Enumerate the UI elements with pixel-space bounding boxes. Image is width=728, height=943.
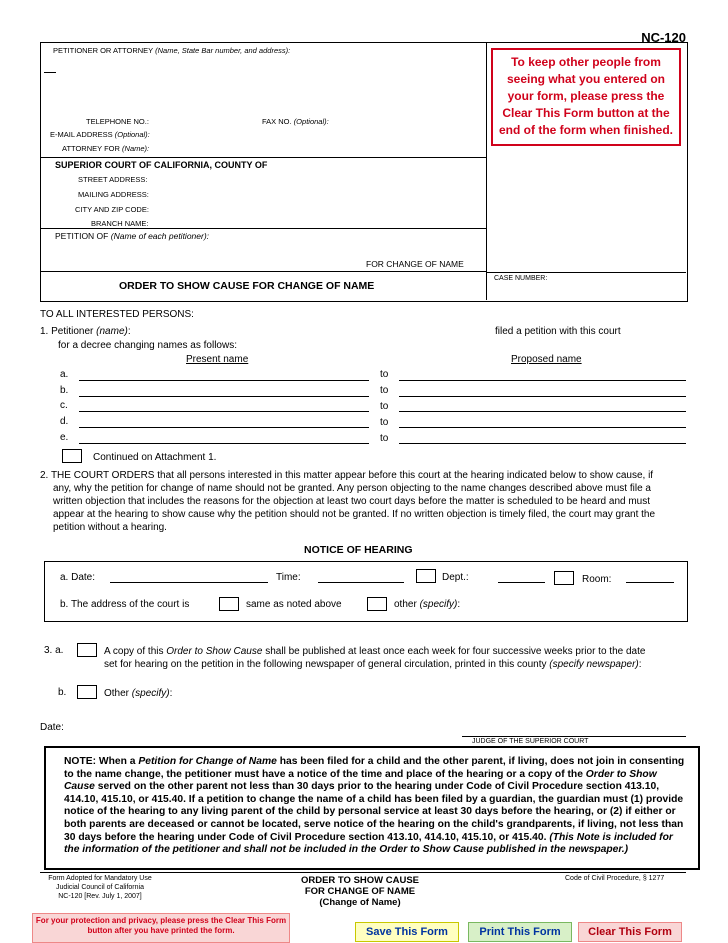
other-address-checkbox[interactable] <box>367 597 387 611</box>
present-name-field[interactable] <box>79 443 369 444</box>
petition-of-label: PETITION OF (Name of each petitioner): <box>55 231 210 241</box>
city-label: CITY AND ZIP CODE: <box>75 205 149 214</box>
fax-label: FAX NO. (Optional): <box>262 117 329 126</box>
date-field[interactable] <box>110 582 268 583</box>
mailing-label: MAILING ADDRESS: <box>78 190 149 199</box>
email-label: E-MAIL ADDRESS (Optional): <box>50 130 150 139</box>
item3a-text: A copy of this Order to Show Cause shall be published at least once each week for four successive weeks prior to the date set for hearing on the petition in the following newspaper of general circulation, printed in this county (specify newspaper): <box>104 646 646 670</box>
same-as-label: same as noted above <box>246 599 342 610</box>
row-letter: c. <box>60 400 68 411</box>
for-change-label: FOR CHANGE OF NAME <box>366 259 464 269</box>
item1-decree: for a decree changing names as follows: <box>58 340 237 351</box>
print-form-button[interactable]: Print This Form <box>468 922 572 942</box>
case-number-label: CASE NUMBER: <box>494 275 548 282</box>
proposed-name-field[interactable] <box>399 396 686 397</box>
privacy-notice: To keep other people from seeing what you entered on your form, please press the Clear This Form button at the end of the form when finished. <box>491 48 681 146</box>
court-label: SUPERIOR COURT OF CALIFORNIA, COUNTY OF <box>55 160 268 170</box>
row-letter: d. <box>60 416 69 427</box>
row-letter: e. <box>60 432 69 443</box>
present-name-field[interactable] <box>79 380 369 381</box>
petitioner-label: PETITIONER OR ATTORNEY (Name, State Bar number, and address): <box>53 46 291 55</box>
room-checkbox[interactable] <box>554 571 574 585</box>
present-name-field[interactable] <box>79 427 369 428</box>
dept-label: Dept.: <box>442 572 469 583</box>
to-all-label: TO ALL INTERESTED PERSONS: <box>40 309 194 320</box>
date-line-label: Date: <box>40 722 64 733</box>
branch-label: BRANCH NAME: <box>91 219 149 228</box>
dept-checkbox[interactable] <box>416 569 436 583</box>
to-word: to <box>380 417 389 428</box>
item3a-checkbox[interactable] <box>77 643 97 657</box>
time-field[interactable] <box>318 582 404 583</box>
item3b-text: Other (specify): <box>104 688 173 699</box>
proposed-name-header: Proposed name <box>511 354 582 365</box>
item2-text: 2. THE COURT ORDERS that all persons interested in this matter appear before this court at the hearing indicated below to show cause, if any, why the petition for change of name should not be granted. Any person objecting to the name changes described above must file a written objection that includes the reasons for the objection at least two court days before the matter is scheduled to be heard and must appear at the hearing to show cause why the petition should not be granted. If no written objection is timely filed, the court may grant the petition without a hearing. <box>40 470 656 533</box>
adopted-notice: Form Adopted for Mandatory Use Judicial Council of California NC-120 [Rev. July 1, 2007] <box>48 875 152 900</box>
item1-filed: filed a petition with this court <box>495 326 621 337</box>
other-address-label: other (specify): <box>394 599 461 610</box>
continued-label: Continued on Attachment 1. <box>93 452 217 463</box>
row-letter: b. <box>60 385 69 396</box>
present-name-header: Present name <box>186 354 249 365</box>
item3b-checkbox[interactable] <box>77 685 97 699</box>
street-label: STREET ADDRESS: <box>78 175 148 184</box>
privacy-bottom-notice: For your protection and privacy, please press the Clear This Form button after you have printed the form. <box>32 913 290 943</box>
clear-form-button[interactable]: Clear This Form <box>578 922 682 942</box>
proposed-name-field[interactable] <box>399 427 686 428</box>
attorney-for-label: ATTORNEY FOR (Name): <box>62 144 150 153</box>
to-word: to <box>380 433 389 444</box>
to-word: to <box>380 401 389 412</box>
save-form-button[interactable]: Save This Form <box>355 922 459 942</box>
item1-label: 1. Petitioner (name): <box>40 326 131 337</box>
code-citation: Code of Civil Procedure, § 1277 <box>565 875 665 882</box>
present-name-field[interactable] <box>79 411 369 412</box>
judge-label: JUDGE OF THE SUPERIOR COURT <box>472 738 589 745</box>
dept-field[interactable] <box>498 582 545 583</box>
telephone-label: TELEPHONE NO.: <box>86 117 149 126</box>
page-title: ORDER TO SHOW CAUSE FOR CHANGE OF NAME <box>119 280 375 292</box>
same-as-checkbox[interactable] <box>219 597 239 611</box>
room-label: Room: <box>582 574 612 585</box>
item3a-label: 3. a. <box>44 645 64 656</box>
date-label: a. Date: <box>60 572 96 583</box>
to-word: to <box>380 385 389 396</box>
to-word: to <box>380 369 389 380</box>
item3b-label: b. <box>58 687 67 698</box>
proposed-name-field[interactable] <box>399 380 686 381</box>
notice-heading: NOTICE OF HEARING <box>304 544 413 556</box>
notice-box <box>44 561 688 622</box>
row-letter: a. <box>60 369 69 380</box>
note-box: NOTE: When a Petition for Change of Name has been filed for a child and the other parent, if living, does not join in consenting to the name change, the petitioner must have a notice of the time and place of the hearing or a copy of the Order to Show Cause served on the other parent not less than 30 days prior to the hearing under Code of Civil Procedure section 413.10, 414.10, 415.10, or 415.40. If a petition to change the name of a child has been filed by a guardian, the guardian must (1) provide notice of the hearing to any living parent of the child by personal service at least 30 days before the hearing, or (2) if either or both parents are deceased or cannot be located, serve notice of the hearing on the child's grandparents, if living, not less than 30 days before the hearing under Code of Civil Procedure section 413.10, 414.10, 415.10, or 415.40. (This Note is included for the information of the petitioner and shall not be included in the Order to Show Cause published in the newspaper.) <box>44 746 700 870</box>
proposed-name-field[interactable] <box>399 411 686 412</box>
time-label: Time: <box>276 572 301 583</box>
form-id: NC-120 <box>641 30 686 45</box>
present-name-field[interactable] <box>79 396 369 397</box>
proposed-name-field[interactable] <box>399 443 686 444</box>
judge-signature-line[interactable] <box>462 736 686 737</box>
footer-title: ORDER TO SHOW CAUSE FOR CHANGE OF NAME (Change of Name) <box>300 875 420 908</box>
room-field[interactable] <box>626 582 674 583</box>
continued-checkbox[interactable] <box>62 449 82 463</box>
address-label: b. The address of the court is <box>60 599 190 610</box>
